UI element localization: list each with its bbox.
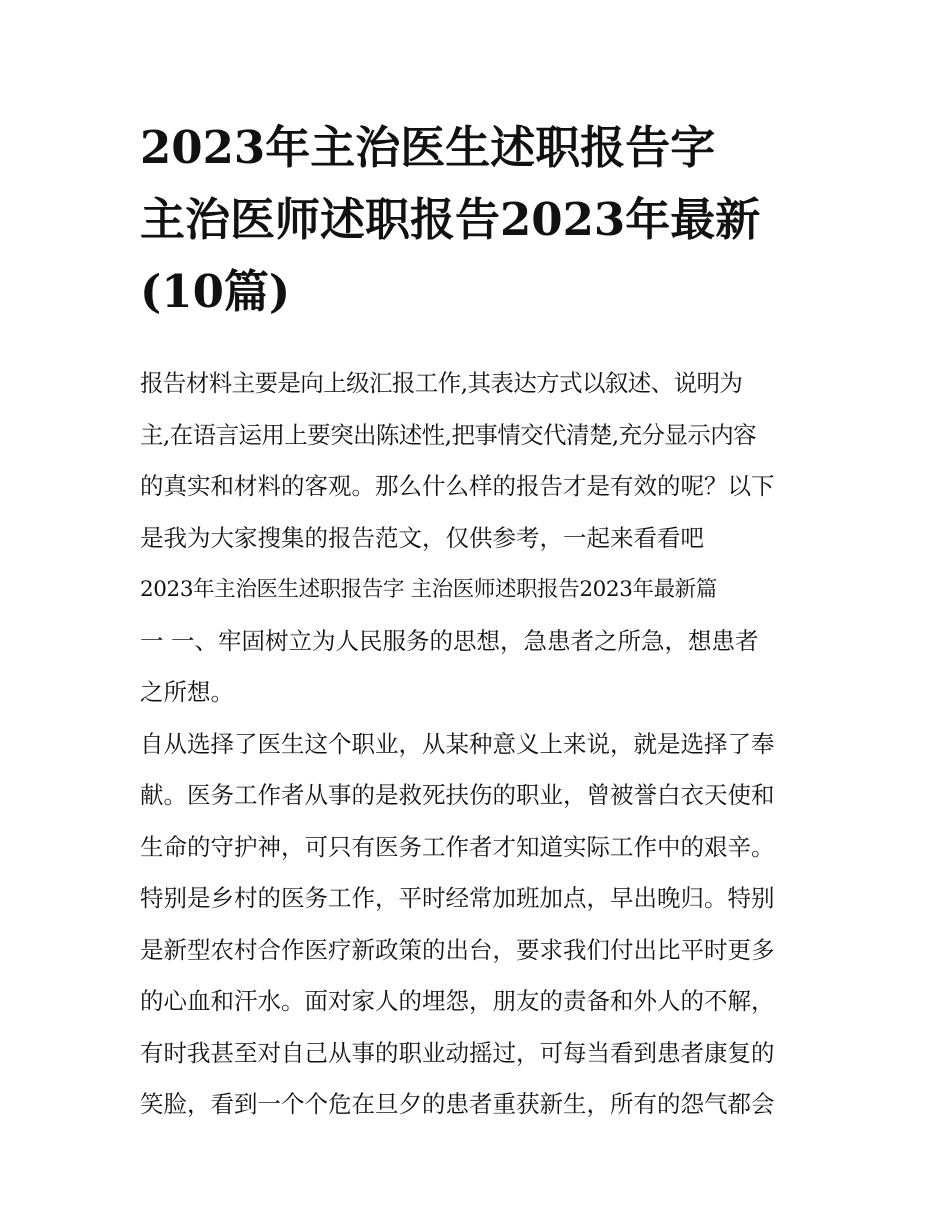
title-line: (10篇) [140, 265, 291, 318]
title-line: 2023年主治医生述职报告字 [140, 121, 716, 174]
body-line: 报告材料主要是向上级汇报工作,其表达方式以叙述、说明为 [140, 369, 743, 397]
body-line: 生命的守护神，可只有医务工作者才知道实际工作中的艰辛。 [140, 832, 775, 861]
body-line: 一 一、牢固树立为人民服务的思想，急患者之所急，想患者 [140, 626, 759, 655]
body-line: 之所想。 [140, 678, 234, 706]
body-line: 有时我甚至对自己从事的职业动摇过，可每当看到患者康复的 [140, 1038, 775, 1067]
body-line: 2023年主治医生述职报告字 主治医师述职报告2023年最新篇 [140, 577, 717, 602]
document-body [140, 358, 820, 1131]
document-title [140, 112, 830, 328]
body-line: 是新型农村合作医疗新政策的出台，要求我们付出比平时更多 [140, 935, 775, 964]
body-line: 的心血和汗水。面对家人的埋怨，朋友的责备和外人的不解， [140, 987, 775, 1015]
body-line: 主,在语言运用上要突出陈述性,把事情交代清楚,充分显示内容 [140, 420, 757, 449]
body-line: 自从选择了医生这个职业，从某种意义上来说，就是选择了奉 [140, 729, 775, 758]
body-line: 是我为大家搜集的报告范文，仅供参考，一起来看看吧 [140, 523, 704, 552]
body-line: 的真实和材料的客观。那么什么样的报告才是有效的呢？以下 [140, 472, 775, 500]
body-line: 献。医务工作者从事的是救死扶伤的职业，曾被誉白衣天使和 [140, 781, 775, 809]
body-line: 笑脸，看到一个个危在旦夕的患者重获新生，所有的怨气都会 [140, 1090, 775, 1118]
title-line: 主治医师述职报告2023年最新 [140, 193, 761, 246]
body-line: 特别是乡村的医务工作，平时经常加班加点，早出晚归。特别 [140, 884, 775, 912]
